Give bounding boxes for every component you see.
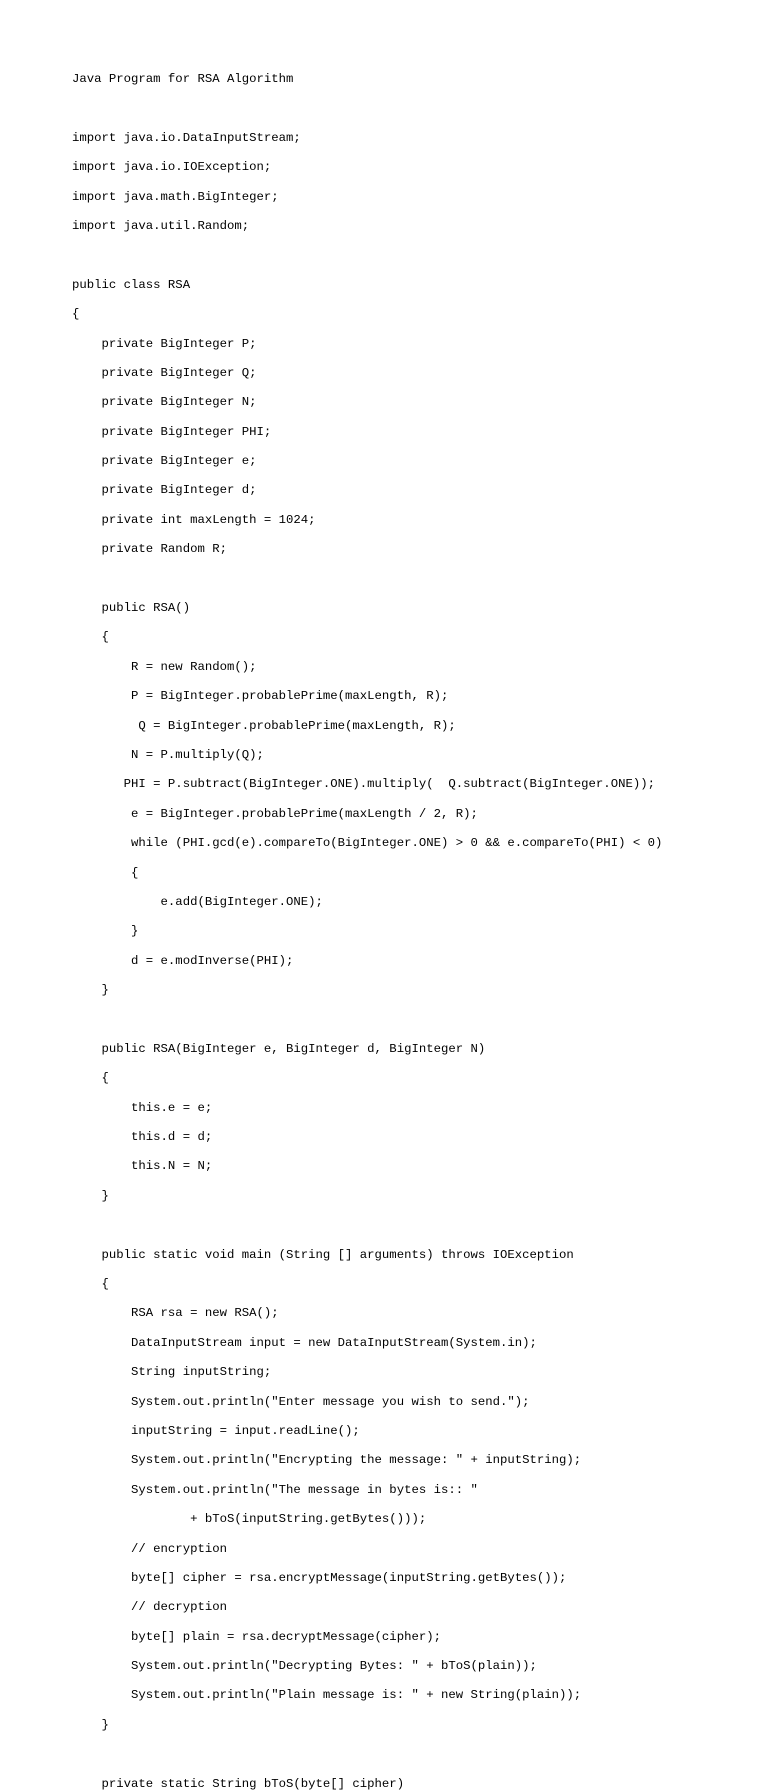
code-line: import java.util.Random; <box>72 218 250 233</box>
code-line: { <box>72 865 139 880</box>
code-line: } <box>72 924 139 939</box>
code-line <box>72 572 662 587</box>
code-line: byte[] plain = rsa.decryptMessage(cipher); <box>72 1629 441 1644</box>
code-line: PHI = P.subtract(BigInteger.ONE).multiply( Q.subtract(BigInteger.ONE)); <box>72 777 655 792</box>
code-line <box>72 1747 662 1762</box>
code-line: public RSA() <box>72 601 191 616</box>
code-line: this.d = d; <box>72 1130 213 1145</box>
code-line: P = BigInteger.probablePrime(maxLength, R); <box>72 689 449 704</box>
code-line: import java.io.IOException; <box>72 160 272 175</box>
code-line: e = BigInteger.probablePrime(maxLength / 2, R); <box>72 806 478 821</box>
code-line: String inputString; <box>72 1365 272 1380</box>
code-line: N = P.multiply(Q); <box>72 747 264 762</box>
document-title: Java Program for RSA Algorithm <box>72 72 294 86</box>
code-line: public RSA(BigInteger e, BigInteger d, BigInteger N) <box>72 1041 486 1056</box>
code-line: RSA rsa = new RSA(); <box>72 1306 279 1321</box>
code-line: byte[] cipher = rsa.encryptMessage(inputString.getBytes()); <box>72 1570 567 1585</box>
code-line: e.add(BigInteger.ONE); <box>72 894 323 909</box>
code-line: { <box>72 1071 109 1086</box>
code-line <box>72 1013 662 1028</box>
code-line: inputString = input.readLine(); <box>72 1423 360 1438</box>
code-line: private static String bToS(byte[] cipher) <box>72 1776 405 1791</box>
code-line: private Random R; <box>72 542 227 557</box>
code-line: { <box>72 307 80 322</box>
code-line: private BigInteger d; <box>72 483 257 498</box>
code-line: System.out.println("Encrypting the message: " + inputString); <box>72 1453 582 1468</box>
code-comment: // encryption <box>72 1541 227 1556</box>
code-line: private BigInteger N; <box>72 395 257 410</box>
code-line: } <box>72 1188 109 1203</box>
code-listing <box>72 72 662 1791</box>
code-line: R = new Random(); <box>72 659 257 674</box>
code-line: import java.math.BigInteger; <box>72 189 279 204</box>
code-line: System.out.println("The message in bytes is:: " <box>72 1482 478 1497</box>
code-line: while (PHI.gcd(e).compareTo(BigInteger.ONE) > 0 && e.compareTo(PHI) < 0) <box>72 836 663 851</box>
code-line: } <box>72 983 109 998</box>
code-line: public static void main (String [] arguments) throws IOException <box>72 1247 574 1262</box>
code-line: System.out.println("Plain message is: " + new String(plain)); <box>72 1688 582 1703</box>
code-line: import java.io.DataInputStream; <box>72 130 301 145</box>
code-line <box>72 248 662 263</box>
code-line: private BigInteger PHI; <box>72 424 272 439</box>
code-line: { <box>72 1277 109 1292</box>
code-line: DataInputStream input = new DataInputStream(System.in); <box>72 1335 537 1350</box>
code-line: d = e.modInverse(PHI); <box>72 953 294 968</box>
code-line: Q = BigInteger.probablePrime(maxLength, R); <box>72 718 456 733</box>
code-line: private BigInteger P; <box>72 336 257 351</box>
code-line: private int maxLength = 1024; <box>72 512 316 527</box>
code-line <box>72 101 662 116</box>
code-line: this.N = N; <box>72 1159 213 1174</box>
code-line: + bToS(inputString.getBytes())); <box>72 1512 427 1527</box>
code-line: } <box>72 1717 109 1732</box>
code-line: System.out.println("Enter message you wish to send."); <box>72 1394 530 1409</box>
code-comment: // decryption <box>72 1600 227 1615</box>
code-line: private BigInteger Q; <box>72 365 257 380</box>
code-line <box>72 1218 662 1233</box>
code-line: private BigInteger e; <box>72 454 257 469</box>
code-line: System.out.println("Decrypting Bytes: " + bToS(plain)); <box>72 1659 537 1674</box>
code-line: public class RSA <box>72 277 191 292</box>
code-line: { <box>72 630 109 645</box>
code-line: this.e = e; <box>72 1100 213 1115</box>
